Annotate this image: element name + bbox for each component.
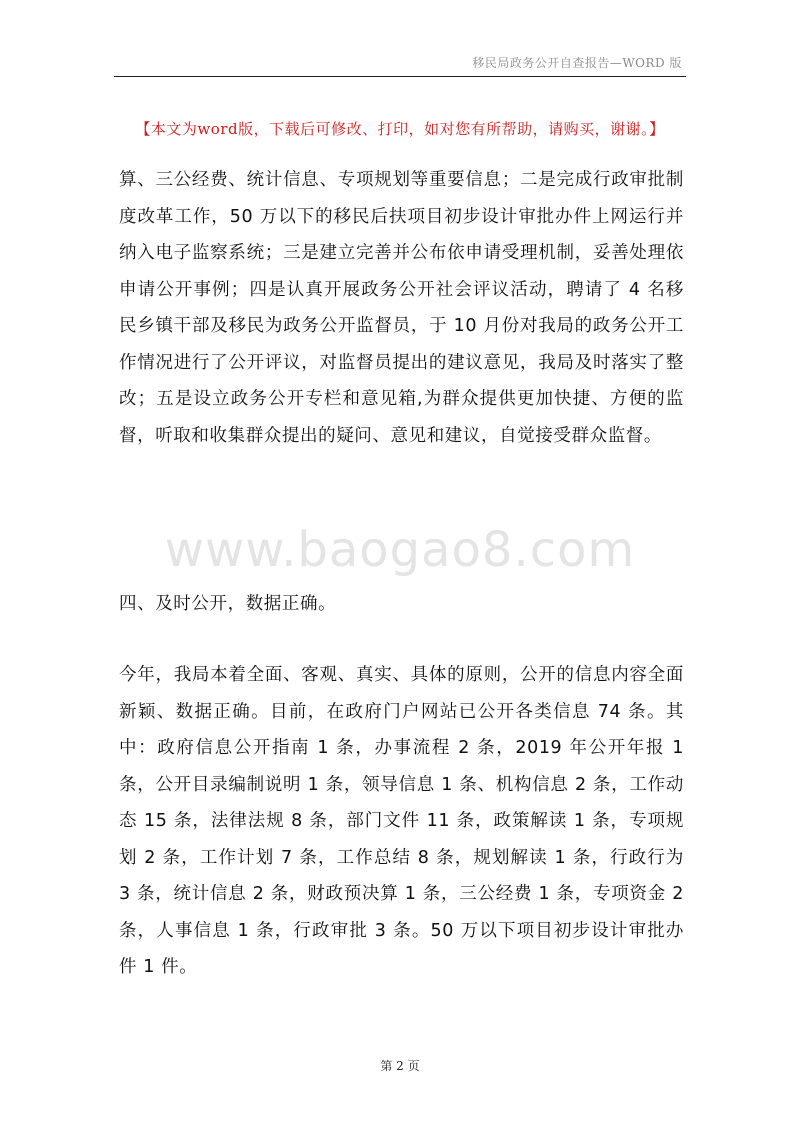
running-header: 移民局政务公开自查报告—WORD 版 [472,56,682,70]
section-heading-4: 四、及时公开，数据正确。 [119,594,337,614]
body-paragraph-1: 算、三公经费、统计信息、专项规划等重要信息；二是完成行政审批制度改革工作，50 万以下的移民后扶项目初步设计审批办件上网运行并纳入电子监察系统；三是建立完善并公布依申请受理机制，妥善处理依申请公开事例；四是认真开展政务公开社会评议活动，聘请了 4 名移民乡镇干部及移民为政务公开监督员，于 10 月份对我局的政务公开工作情况进行了公开评议，对监督员提出的建议意见，我局及时落实了整改；五是设立政务公开专栏和意见箱,为群众提供更加快捷、方便的监督，听取和收集群众提出的疑问、意见和建议，自觉接受群众监督。 [119,170,684,446]
watermark: www.baogao8.com [164,522,636,578]
download-notice: 【本文为word版，下载后可修改、打印，如对您有所帮助，请购买，谢谢。】 [135,120,665,138]
header-divider [114,76,686,77]
page-number: 第 2 页 [380,1059,420,1073]
body-paragraph-2: 今年，我局本着全面、客观、真实、具体的原则，公开的信息内容全面新颖、数据正确。目前，在政府门户网站已公开各类信息 74 条。其中：政府信息公开指南 1 条，办事流程 2 条，2019 年公开年报 1 条，公开目录编制说明 1 条，领导信息 1 条、机构信息 2 条，工作动态 15 条，法律法规 8 条，部门文件 11 条，政策解读 1 条，专项规划 2 条，工作计划 7 条，工作总结 8 条，规划解读 1 条，行政行为 3 条，统计信息 2 条，财政预决算 1 条，三公经费 1 条，专项资金 2 条，人事信息 1 条，行政审批 3 条。50 万以下项目初步设计审批办件 1 件。 [119,665,684,977]
